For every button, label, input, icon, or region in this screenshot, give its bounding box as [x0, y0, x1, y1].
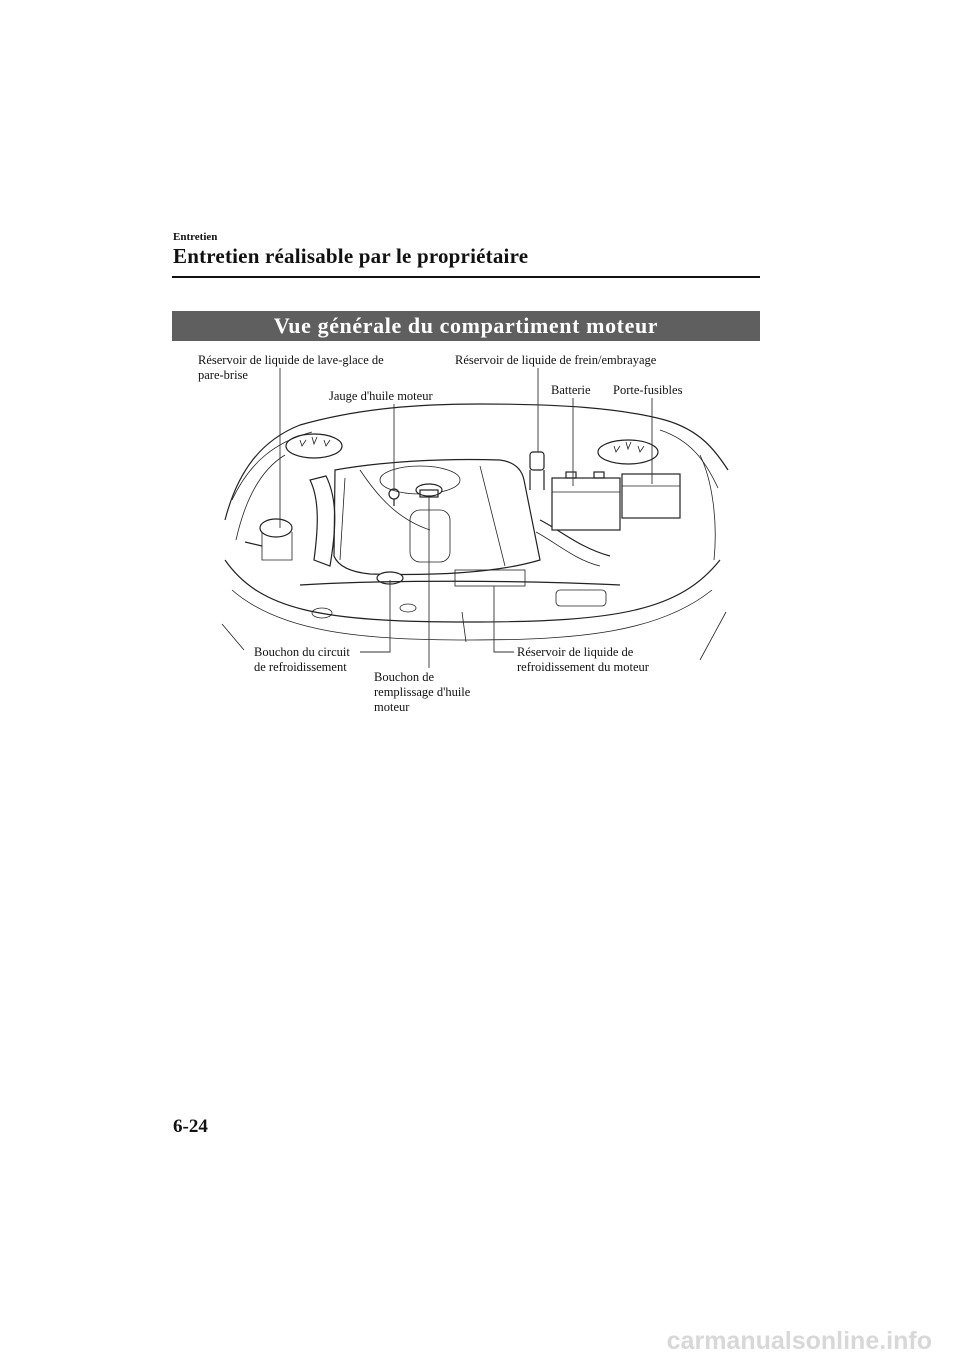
callout-radiator-cap-line1: Bouchon du circuit [254, 645, 350, 659]
callout-dipstick: Jauge d'huile moteur [329, 389, 433, 403]
fuse-box [622, 474, 680, 518]
callout-coolant-reservoir-line2: refroidissement du moteur [517, 660, 649, 674]
page-number: 6-24 [173, 1116, 208, 1137]
section-banner: Vue générale du compartiment moteur [172, 311, 760, 341]
section-kicker: Entretien [173, 231, 218, 243]
callout-washer-reservoir [198, 353, 384, 383]
leader-radiator-cap [360, 580, 390, 652]
oil-filler-cap [416, 484, 442, 497]
callout-coolant-reservoir-line1: Réservoir de liquide de [517, 645, 634, 659]
callout-battery: Batterie [551, 383, 591, 397]
callout-oil-filler-cap-line2: remplissage d'huile [374, 685, 471, 699]
watermark: carmanualsonline.info [0, 1324, 960, 1358]
callout-washer-reservoir-line1: Réservoir de liquide de lave-glace de [198, 353, 384, 367]
callout-radiator-cap-line2: de refroidissement [254, 660, 347, 674]
callout-oil-filler-cap-line3: moteur [374, 700, 410, 714]
callout-oil-filler-cap-line1: Bouchon de [374, 670, 435, 684]
callout-washer-reservoir-line2: pare-brise [198, 368, 248, 382]
page-title: Entretien réalisable par le propriétaire [173, 244, 529, 268]
callout-oil-filler-cap [374, 670, 470, 715]
leader-coolant-reservoir [494, 586, 514, 652]
battery [552, 472, 620, 530]
callout-radiator-cap [254, 645, 350, 675]
washer-reservoir [245, 519, 292, 560]
callout-fuse-box: Porte-fusibles [613, 383, 683, 397]
callout-coolant-reservoir [517, 645, 649, 675]
brake-fluid-reservoir [530, 452, 544, 490]
engine-cover [334, 459, 540, 574]
callout-brake-reservoir: Réservoir de liquide de frein/embrayage [455, 353, 657, 367]
